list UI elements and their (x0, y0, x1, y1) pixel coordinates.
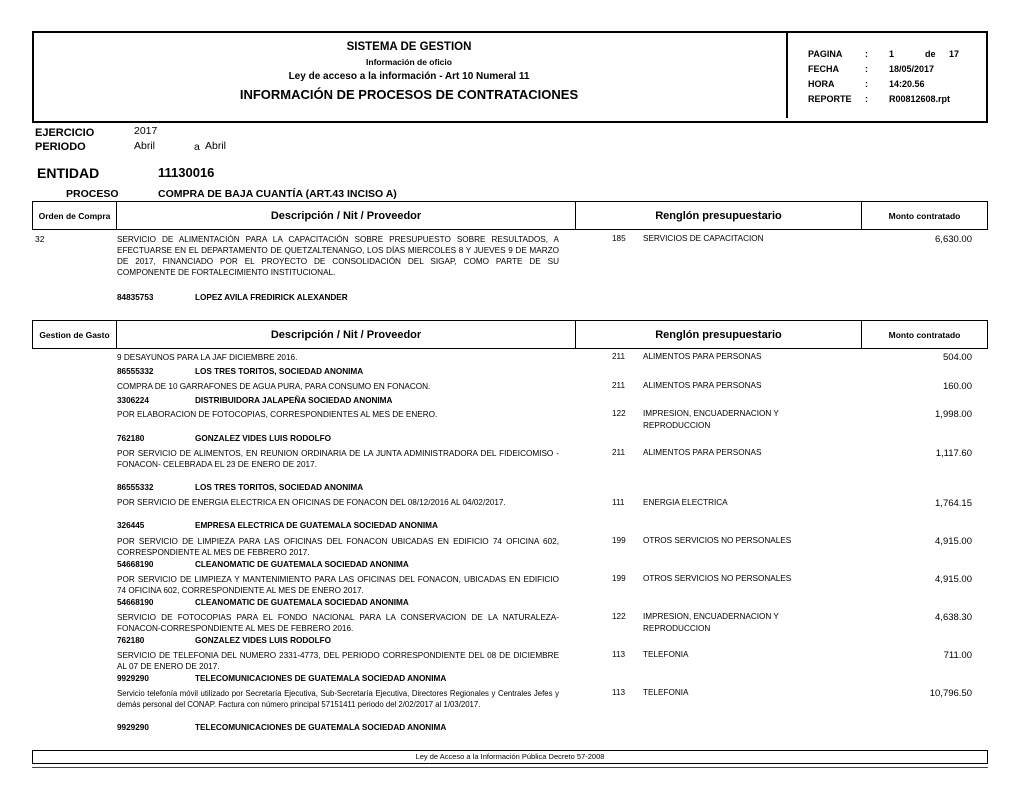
row-description: SERVICIO DE FOTOCOPIAS PARA EL FONDO NACIONAL PARA LA CONSERVACION DE LA NATURALEZA-FONACON-CORRESPONDIENTE AL MES DE FEBRERO 2016. (117, 613, 559, 633)
monto-value: 160.00 (942, 381, 972, 392)
header-divider (786, 31, 788, 118)
renglon-code: 113 (612, 688, 626, 697)
row-provider: LOS TRES TORITOS, SOCIEDAD ANONIMA (195, 367, 364, 376)
monto-value: 1,764.15 (935, 498, 972, 509)
row-nit: 54668190 (117, 598, 154, 607)
colon: : (865, 49, 868, 59)
col-monto: Monto contratado (888, 210, 961, 221)
meta-hora (808, 79, 925, 89)
pagina-label: PAGINA (808, 49, 843, 59)
row-provider: GONZALEZ VIDES LUIS RODOLFO (195, 636, 332, 645)
row-provider: TELECOMUNICACIONES DE GUATEMALA SOCIEDAD ANONIMA (195, 674, 447, 683)
monto-value: 4,915.00 (935, 536, 972, 547)
hora-value: 14:20.56 (889, 79, 925, 89)
col-descripcion: Descripción / Nit / Proveedor (117, 321, 576, 348)
renglon-name: TELEFONIA (643, 650, 689, 659)
table1-header (32, 201, 988, 230)
fecha-value: 18/05/2017 (889, 64, 935, 74)
row-description: 9 DESAYUNOS PARA LA JAF DICIEMBRE 2016. (117, 353, 298, 362)
monto-value: 6,630.00 (935, 234, 972, 245)
reporte-label: REPORTE (808, 94, 852, 104)
renglon-name: ALIMENTOS PARA PERSONAS (643, 448, 762, 457)
colon: : (865, 64, 868, 74)
row-description: POR SERVICIO DE LIMPIEZA Y MANTENIMIENTO PARA LAS OFICINAS DEL FONACON, UBICADAS EN EDIFICIO 74 OFICINA 602, CORRESPONDIENTE AL MES DE ENERO 2017. (117, 575, 559, 595)
row-nit: 762180 (117, 434, 145, 443)
de-label: de (925, 49, 936, 59)
col-renglon: Renglón presupuestario (576, 321, 862, 348)
row-description: POR ELABORACION DE FOTOCOPIAS, CORRESPONDIENTES AL MES DE ENERO. (117, 410, 438, 419)
row-provider: EMPRESA ELECTRICA DE GUATEMALA SOCIEDAD ANONIMA (195, 521, 438, 530)
ejercicio-label: EJERCICIO (35, 127, 95, 139)
row-nit: 9929290 (117, 674, 149, 683)
row-nit: 762180 (117, 636, 145, 645)
periodo-separator: a (194, 141, 200, 153)
renglon-name: TELEFONIA (643, 688, 689, 697)
periodo-to: Abril (205, 140, 227, 152)
meta-reporte (808, 94, 950, 104)
proceso-label: PROCESO (66, 188, 119, 200)
row-provider: CLEANOMATIC DE GUATEMALA SOCIEDAD ANONIMA (195, 560, 409, 569)
row-nit: 84835753 (117, 293, 154, 302)
renglon-name: ENERGIA ELECTRICA (643, 498, 728, 507)
renglon-name: ALIMENTOS PARA PERSONAS (643, 381, 762, 390)
entidad-value: 11130016 (158, 165, 215, 180)
page-footer: Ley de Acceso a la Información Pública Decreto 57-2008 (32, 750, 988, 764)
renglon-code: 211 (612, 381, 626, 390)
orden-number: 32 (35, 234, 45, 244)
col-renglon: Renglón presupuestario (576, 202, 862, 229)
monto-value: 1,117.60 (935, 448, 972, 459)
renglon-code: 199 (612, 536, 626, 545)
row-description: SERVICIO DE TELEFONIA DEL NUMERO 2331-4773, DEL PERIODO CORRESPONDIENTE DEL 08 DE DICIEMBRE AL 07 DE ENERO DE 2017. (117, 651, 559, 671)
entidad-label: ENTIDAD (37, 165, 100, 181)
renglon-code: 199 (612, 574, 626, 583)
row-provider: GONZALEZ VIDES LUIS RODOLFO (195, 434, 332, 443)
renglon-code: 122 (612, 409, 626, 418)
col-monto: Monto contratado (888, 329, 961, 340)
pagina-value: 1 (889, 49, 895, 59)
renglon-name: OTROS SERVICIOS NO PERSONALES (643, 536, 792, 545)
row-nit: 54668190 (117, 560, 154, 569)
renglon-name: SERVICIOS DE CAPACITACION (643, 234, 764, 243)
proceso-value: COMPRA DE BAJA CUANTÍA (ART.43 INCISO A) (158, 188, 397, 200)
law-reference: Ley de acceso a la información - Art 10 Numeral 11 (288, 71, 530, 82)
row-provider: DISTRIBUIDORA JALAPEÑA SOCIEDAD ANONIMA (195, 396, 393, 405)
row-provider: LOS TRES TORITOS, SOCIEDAD ANONIMA (195, 483, 364, 492)
row-nit: 86555332 (117, 367, 154, 376)
renglon-code: 185 (612, 234, 626, 243)
renglon-code: 113 (612, 650, 626, 659)
monto-value: 504.00 (942, 352, 972, 363)
row-description: POR SERVICIO DE LIMPIEZA PARA LAS OFICINAS DEL FONACON UBICADAS EN EDIFICIO 74 OFICINA 602, CORRESPONDIENTE AL MES DE FEBRERO 2017. (117, 537, 559, 557)
row-nit: 9929290 (117, 723, 149, 732)
renglon-name: OTROS SERVICIOS NO PERSONALES (643, 574, 792, 583)
footer-rule (32, 767, 988, 768)
renglon-code: 111 (612, 498, 625, 507)
meta-pagina (808, 49, 959, 59)
fecha-label: FECHA (808, 64, 839, 74)
monto-value: 4,915.00 (935, 574, 972, 585)
monto-value: 711.00 (943, 650, 972, 661)
row-nit: 3306224 (117, 396, 149, 405)
renglon-name: IMPRESION, ENCUADERNACION Y REPRODUCCION (643, 612, 779, 633)
renglon-code: 122 (612, 612, 626, 621)
renglon-name: IMPRESION, ENCUADERNACION Y REPRODUCCION (643, 409, 779, 430)
periodo-from: Abril (134, 140, 156, 152)
table2-header (32, 320, 988, 349)
report-title: INFORMACIÓN DE PROCESOS DE CONTRATACIONES (239, 87, 579, 102)
colon: : (865, 94, 868, 104)
report-subtitle: Información de oficio (366, 57, 452, 67)
renglon-code: 211 (612, 448, 626, 457)
row-provider: LOPEZ AVILA FREDIRICK ALEXANDER (195, 293, 348, 302)
periodo-label: PERIODO (35, 141, 86, 153)
colon: : (865, 79, 868, 89)
reporte-value: R00812608.rpt (889, 94, 951, 104)
renglon-name: ALIMENTOS PARA PERSONAS (643, 352, 762, 361)
col-orden-compra: Orden de Compra (33, 202, 117, 229)
col-descripcion: Descripción / Nit / Proveedor (117, 202, 576, 229)
row-nit: 86555332 (117, 483, 154, 492)
row-provider: TELECOMUNICACIONES DE GUATEMALA SOCIEDAD ANONIMA (195, 723, 447, 732)
row-description: COMPRA DE 10 GARRAFONES DE AGUA PURA, PARA CONSUMO EN FONACON. (117, 382, 431, 391)
row-description: Servicio telefonía móvil utilizado por Secretaría Ejecutiva, Sub-Secretaría Ejecutiva, Directores Regionales y Centrales Jefes y demás personal del CONAP. Factura con número principal 57151411 periodo del 2/02/2017 al 1/03/2017. (117, 689, 559, 709)
row-description: POR SERVICIO DE ALIMENTOS, EN REUNION ORDINARIA DE LA JUNTA ADMINISTRADORA DEL FIDEICOMISO -FONACON- CELEBRADA EL 23 DE ENERO DE 2017. (117, 449, 559, 469)
renglon-code: 211 (612, 352, 626, 361)
monto-value: 4,638.30 (935, 612, 972, 623)
meta-fecha (808, 64, 934, 74)
hora-label: HORA (808, 79, 835, 89)
monto-value: 1,998.00 (935, 409, 972, 420)
row-provider: CLEANOMATIC DE GUATEMALA SOCIEDAD ANONIMA (195, 598, 409, 607)
row-description: POR SERVICIO DE ENERGIA ELECTRICA EN OFICINAS DE FONACON DEL 08/12/2016 AL 04/02/2017. (117, 498, 506, 507)
system-title: SISTEMA DE GESTION (346, 41, 472, 53)
pagina-total: 17 (949, 49, 960, 59)
row-description: SERVICIO DE ALIMENTACIÓN PARA LA CAPACITACIÓN SOBRE PRESUPUESTO SOBRE RESULTADOS, A EFECTUARSE EN EL DEPARTAMENTO DE QUETZALTENANGO, LOS DÍAS MIERCOLES 8 Y JUEVES 9 DE MARZO DE 2017, FINANCIADO POR EL PROYECTO DE CONSOLIDACIÓN DEL SIGAP, COMO PARTE DE SU COMPONENTE DE FORTALECIMIENTO INSTITUCIONAL. (117, 235, 559, 277)
ejercicio-value: 2017 (134, 125, 158, 137)
row-nit: 326445 (117, 521, 145, 530)
monto-value: 10,796.50 (929, 688, 972, 699)
col-gestion-gasto: Gestion de Gasto (33, 321, 117, 348)
